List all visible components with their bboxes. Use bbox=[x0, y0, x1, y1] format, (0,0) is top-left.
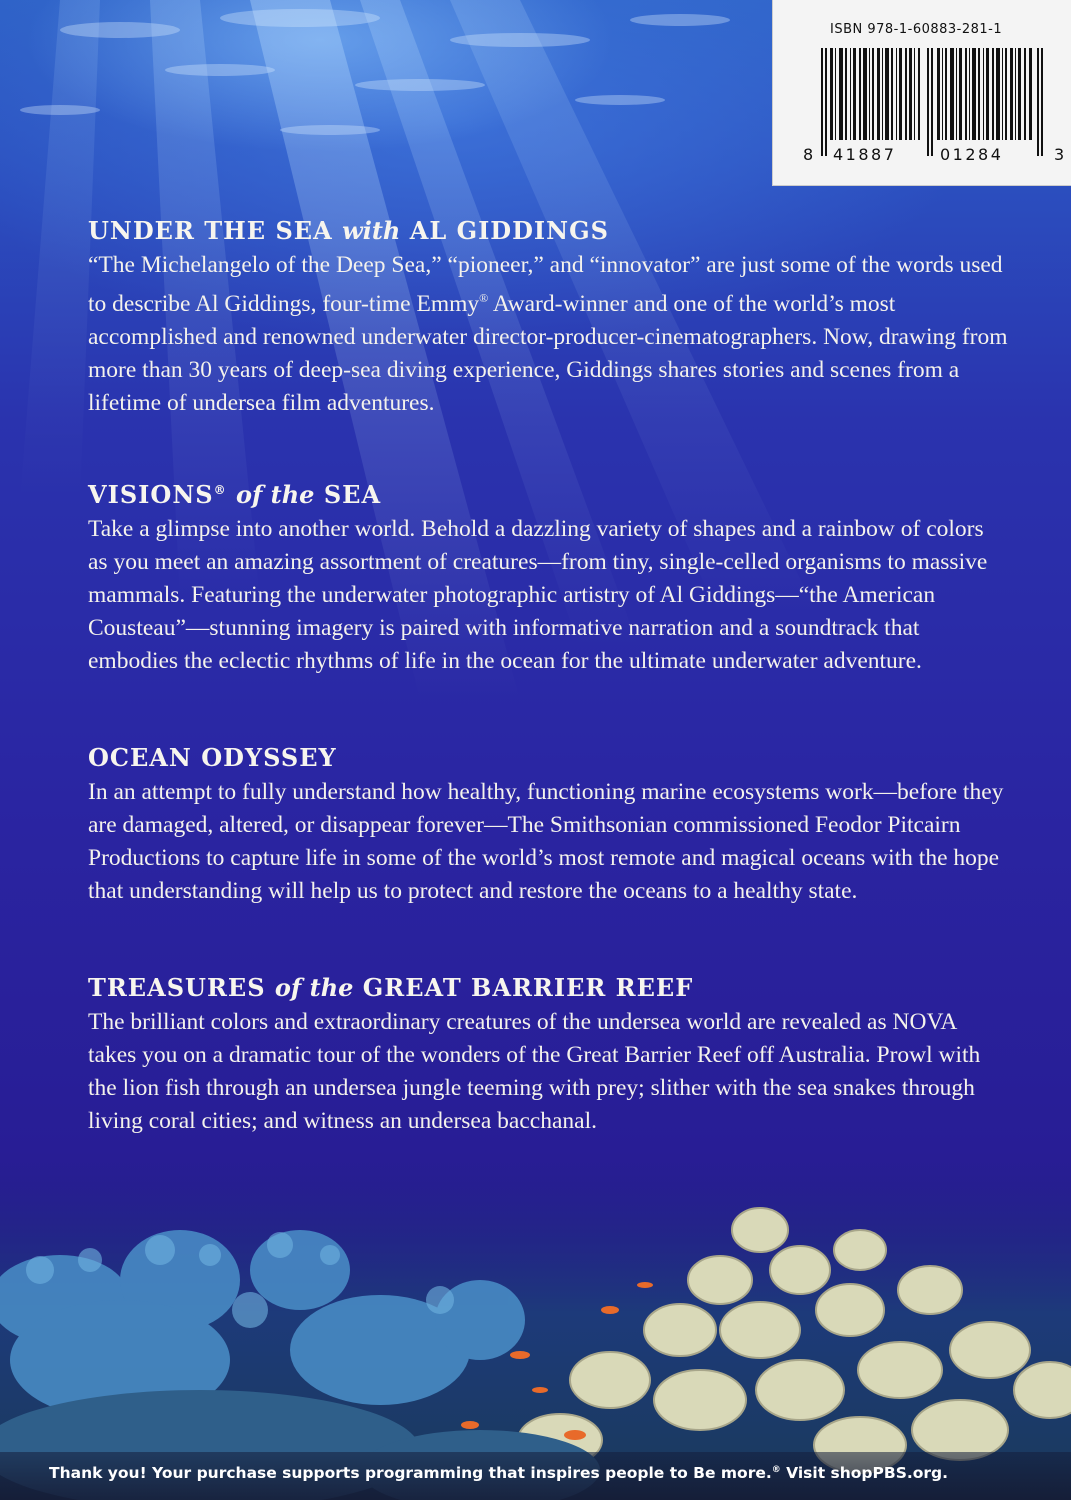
coral-reef-image bbox=[0, 1160, 1071, 1500]
barcode-digit-right: 3 bbox=[1054, 145, 1067, 164]
isbn-text: ISBN 978-1-60883-281-1 bbox=[830, 22, 1003, 37]
barcode-digits-group1: 41887 bbox=[833, 145, 897, 164]
section-ocean-odyssey bbox=[88, 743, 1008, 908]
section-under-the-sea bbox=[88, 216, 1008, 420]
section-description: “The Michelangelo of the Deep Sea,” “pioneer,” and “innovator” are just some of the words used to describe Al Giddings, four-time Emmy® Award-winner and one of the world’s most accomplished and renowned underwater director-producer-cinematographers. Now, drawing from more than 30 years of deep-sea diving experience, Giddings shares stories and scenes from a lifetime of undersea film adventures. bbox=[88, 252, 1008, 416]
section-treasures-great-barrier-reef bbox=[88, 973, 1008, 1138]
section-description: In an attempt to fully understand how healthy, functioning marine ecosystems work—before they are damaged, altered, or disappear forever—The Smithsonian commissioned Feodor Pitcairn Productions to capture life in some of the world’s most remote and magical oceans with the hope that understanding will help us to protect and restore the oceans to a healthy state. bbox=[88, 779, 1004, 904]
section-title: OCEAN ODYSSEY bbox=[88, 743, 337, 772]
section-title: UNDER THE SEA with AL GIDDINGS bbox=[88, 216, 609, 245]
footer-pbs-message: Thank you! Your purchase supports programming that inspires people to Be more.® Visit shopPBS.org. bbox=[49, 1464, 949, 1482]
barcode-bars bbox=[821, 48, 1043, 156]
section-description: The brilliant colors and extraordinary creatures of the undersea world are revealed as NOVA takes you on a dramatic tour of the wonders of the Great Barrier Reef off Australia. Prowl with the lion fish through an undersea jungle teeming with prey; slither with the sea snakes through living coral cities; and witness an undersea bacchanal. bbox=[88, 1009, 981, 1134]
section-visions-of-the-sea bbox=[88, 480, 1008, 678]
barcode-digits-group2: 01284 bbox=[940, 145, 1004, 164]
barcode-digit-left: 8 bbox=[803, 145, 816, 164]
section-title: TREASURES of the GREAT BARRIER REEF bbox=[88, 973, 694, 1002]
section-description: Take a glimpse into another world. Behold a dazzling variety of shapes and a rainbow of colors as you meet an amazing assortment of creatures—from tiny, single-celled organisms to massive mammals. Featuring the underwater photographic artistry of Al Giddings—“the American Cousteau”—stunning imagery is paired with informative narration and a soundtrack that embodies the eclectic rhythms of life in the ocean for the ultimate underwater adventure. bbox=[88, 516, 988, 674]
barcode-label bbox=[772, 0, 1071, 186]
section-title: VISIONS® of the SEA bbox=[88, 480, 382, 509]
